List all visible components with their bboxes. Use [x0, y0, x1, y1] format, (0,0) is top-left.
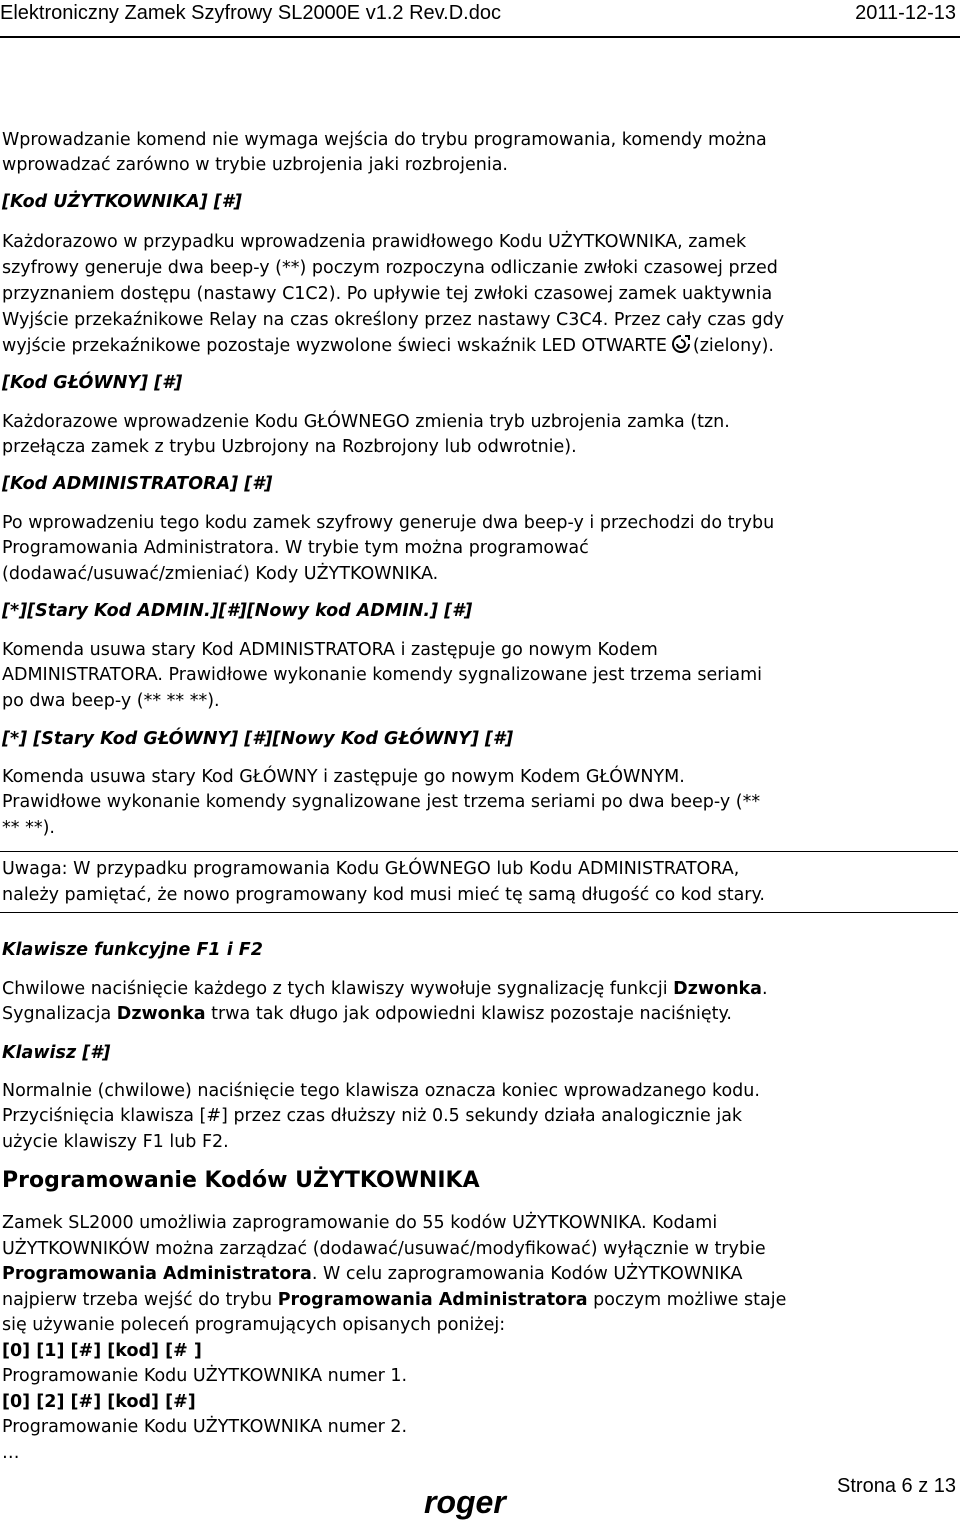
- admin-programming-term: Programowania Administratora: [277, 1290, 588, 1310]
- admin-code-line-3: (dodawać/usuwać/zmieniać) Kody UŻYTKOWNIKA.: [2, 564, 439, 584]
- programming-text: . W celu zaprogramowania Kodów UŻYTKOWNIKA: [311, 1264, 743, 1284]
- roger-logo: roger: [424, 1484, 506, 1520]
- page-header: [0, 0, 960, 38]
- change-main-line-3: ** **).: [2, 818, 55, 838]
- heading-user-code: [Kod UŻYTKOWNIKA] [#]: [2, 192, 242, 212]
- hash-key-line-3: użycie klawiszy F1 lub F2.: [2, 1132, 229, 1152]
- programming-text: najpierw trzeba wejść do trybu: [2, 1290, 278, 1310]
- programming-text: poczym możliwe staje: [587, 1290, 787, 1310]
- user-code-line-2: szyfrowy generuje dwa beep-y (**) poczym rozpoczyna odliczanie zwłoki czasowej przed: [2, 258, 778, 278]
- user-code-line-5a: wyjście przekaźnikowe pozostaje wyzwolone świeci wskaźnik LED OTWARTE: [2, 336, 667, 356]
- intro-line-1: Wprowadzanie komend nie wymaga wejścia do trybu programowania, komendy można: [2, 130, 767, 150]
- change-admin-line-3: po dwa beep-y (** ** **).: [2, 691, 220, 711]
- note-top-border: [0, 851, 958, 852]
- command-2: [0] [2] [#] [kod] [#]: [2, 1392, 196, 1412]
- user-code-line-5b: (zielony).: [692, 336, 774, 356]
- heading-main-code: [Kod GŁÓWNY] [#]: [2, 373, 183, 393]
- heading-programming-user-codes: Programowanie Kodów UŻYTKOWNIKA: [2, 1168, 480, 1193]
- programming-line-2: UŻYTKOWNIKÓW można zarządzać (dodawać/usuwać/modyfikować) wyłącznie w trybie: [2, 1239, 766, 1259]
- user-code-line-1: Każdorazowo w przypadku wprowadzenia prawidłowego Kodu UŻYTKOWNIKA, zamek: [2, 232, 747, 252]
- main-code-line-1: Każdorazowe wprowadzenie Kodu GŁÓWNEGO zmienia tryb uzbrojenia zamka (tzn.: [2, 412, 730, 432]
- note-line-1: Uwaga: W przypadku programowania Kodu GŁÓWNEGO lub Kodu ADMINISTRATORA,: [2, 859, 740, 879]
- change-main-line-1: Komenda usuwa stary Kod GŁÓWNY i zastępuje go nowym Kodem GŁÓWNYM.: [2, 767, 685, 787]
- heading-admin-code: [Kod ADMINISTRATORA] [#]: [2, 474, 273, 494]
- doorbell-term: Dzwonka: [673, 979, 762, 999]
- function-keys-text: trwa tak długo jak odpowiedni klawisz pozostaje naciśnięty.: [205, 1004, 732, 1024]
- heading-function-keys: Klawisze funkcyjne F1 i F2: [2, 940, 263, 960]
- main-code-line-2: przełącza zamek z trybu Uzbrojony na Rozbrojony lub odwrotnie).: [2, 437, 577, 457]
- command-2-description: Programowanie Kodu UŻYTKOWNIKA numer 2.: [2, 1417, 408, 1437]
- function-keys-period: .: [761, 979, 768, 999]
- note-bottom-border: [0, 912, 958, 913]
- hash-key-line-2: Przyciśnięcia klawisza [#] przez czas dłuższy niż 0.5 sekundy działa analogicznie jak: [2, 1106, 743, 1126]
- heading-change-main: [*] [Stary Kod GŁÓWNY] [#][Nowy Kod GŁÓWNY] [#]: [2, 729, 514, 749]
- programming-line-3: [2, 1263, 743, 1285]
- change-admin-line-1: Komenda usuwa stary Kod ADMINISTRATORA i zastępuje go nowym Kodem: [2, 640, 658, 660]
- function-keys-text: Chwilowe naciśnięcie każdego z tych klawiszy wywołuje sygnalizację funkcji: [2, 979, 674, 999]
- page-number: Strona 6 z 13: [837, 1475, 956, 1497]
- ellipsis: …: [2, 1443, 20, 1463]
- programming-line-5: się używanie poleceń programujących opisanych poniżej:: [2, 1315, 506, 1335]
- user-code-line-5: [2, 334, 774, 357]
- admin-programming-term: Programowania Administratora: [2, 1264, 312, 1284]
- command-1-description: Programowanie Kodu UŻYTKOWNIKA numer 1.: [2, 1366, 408, 1386]
- doorbell-term: Dzwonka: [116, 1004, 206, 1024]
- document-date: 2011-12-13: [855, 2, 956, 24]
- function-keys-text: Sygnalizacja: [2, 1004, 117, 1024]
- programming-line-1: Zamek SL2000 umożliwia zaprogramowanie do 55 kodów UŻYTKOWNIKA. Kodami: [2, 1213, 718, 1233]
- change-main-line-2: Prawidłowe wykonanie komendy sygnalizowane jest trzema seriami po dwa beep-y (**: [2, 792, 761, 812]
- function-keys-line-1: [2, 978, 768, 1000]
- command-1: [0] [1] [#] [kod] [# ]: [2, 1341, 202, 1361]
- user-code-line-3: przyznaniem dostępu (nastawy C1C2). Po upływie tej zwłoki czasowej zamek uaktywnia: [2, 284, 773, 304]
- programming-line-4: [2, 1289, 786, 1311]
- document-title: Elektroniczny Zamek Szyfrowy SL2000E v1.2 Rev.D.doc: [0, 2, 501, 24]
- intro-line-2: wprowadzać zarówno w trybie uzbrojenia jaki rozbrojenia.: [2, 155, 508, 175]
- note-line-2: należy pamiętać, że nowo programowany kod musi mieć tę samą długość co kod stary.: [2, 885, 765, 905]
- function-keys-line-2: [2, 1003, 732, 1025]
- heading-change-admin: [*][Stary Kod ADMIN.][#][Nowy kod ADMIN.] [#]: [2, 601, 473, 621]
- change-admin-line-2: ADMINISTRATORA. Prawidłowe wykonanie komendy sygnalizowane jest trzema seriami: [2, 665, 762, 685]
- led-open-icon: [671, 334, 691, 354]
- user-code-line-4: Wyjście przekaźnikowe Relay na czas określony przez nastawy C3C4. Przez cały czas gdy: [2, 310, 785, 330]
- admin-code-line-2: Programowania Administratora. W trybie tym można programować: [2, 538, 589, 558]
- heading-hash-key: Klawisz [#]: [2, 1043, 111, 1063]
- hash-key-line-1: Normalnie (chwilowe) naciśnięcie tego klawisza oznacza koniec wprowadzanego kodu.: [2, 1081, 760, 1101]
- admin-code-line-1: Po wprowadzeniu tego kodu zamek szyfrowy generuje dwa beep-y i przechodzi do trybu: [2, 513, 775, 533]
